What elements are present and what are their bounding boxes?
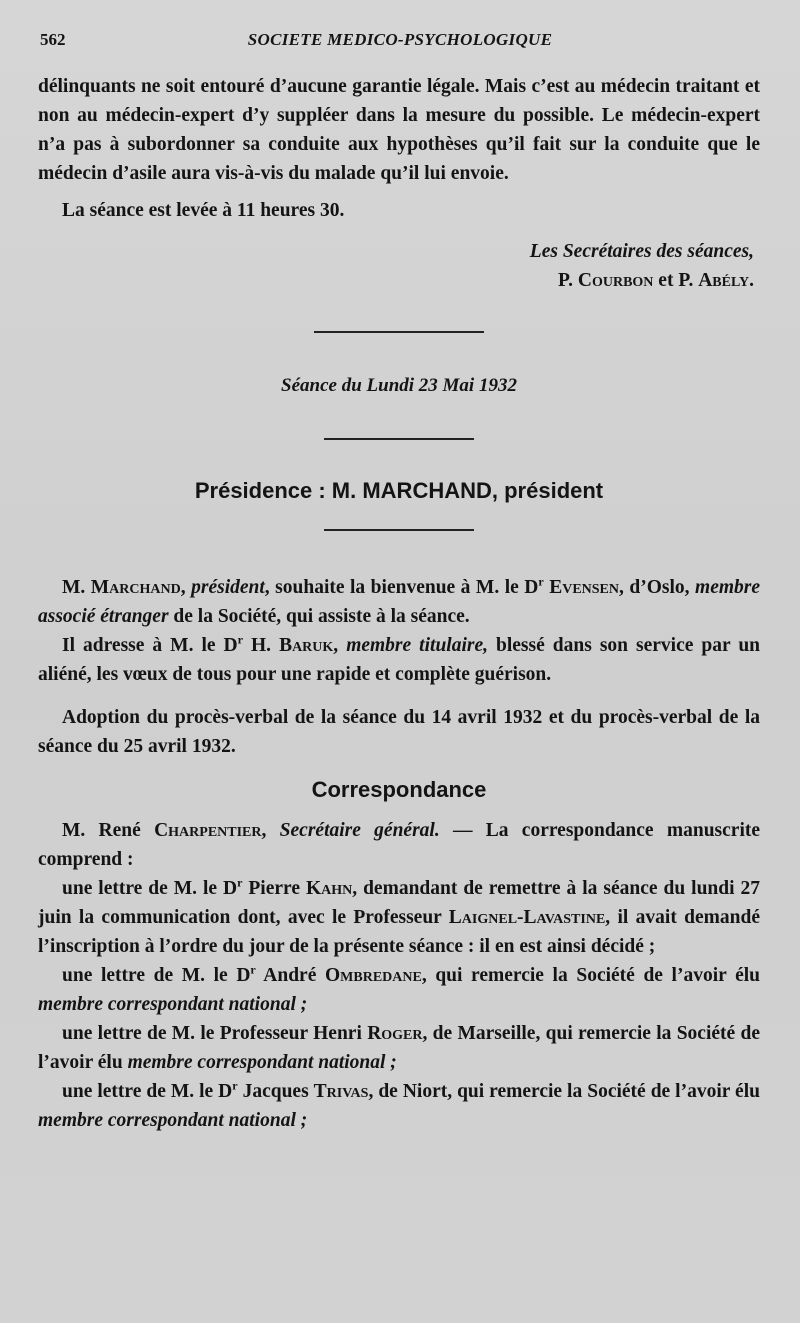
letter-item: une lettre de M. le $D^r$ Jacques Trivas, de Niort, qui remercie la Société de l’avoir élu membre correspondant national ; xyxy=(38,1078,760,1131)
guest-name: Evensen xyxy=(549,577,620,598)
secretaries-title: Les Secrétaires des séances, xyxy=(529,241,754,262)
presidence-heading: Présidence : M. MARCHAND, président xyxy=(194,478,604,503)
president-name: Marchand xyxy=(90,577,181,598)
page-header xyxy=(40,30,760,54)
letter-item: une lettre de M. le $D^r$ André Ombredane, qui remercie la Société de l’avoir élu membre correspondant national ; xyxy=(38,962,760,1015)
page-number: 562 xyxy=(40,30,66,49)
running-head: SOCIETE MEDICO-PSYCHOLOGIQUE xyxy=(247,30,553,49)
baruk-name: Baruk xyxy=(279,635,334,656)
opening-paragraph: délinquants ne soit entouré d’aucune garantie légale. Mais c’est au médecin traitant et non au médecin-expert d’y suppléer dans la mesure du possible. Le médecin-expert n’a pas à subordonner sa conduite aux hypothèses qu’il fait sur la conduite que le médecin d’asile aura vis-à-vis du malade qu’il lui envoie. xyxy=(38,76,760,184)
correspondance-heading: Correspondance xyxy=(311,777,487,802)
letter-item: une lettre de M. le $D^r$ Pierre Kahn, demandant de remettre à la séance du lundi 27 juin la communication dont, avec le Professeur Laignel-Lavastine, il avait demandé l’inscription à l’ordre du jour de la présente séance : il en est ainsi décidé ; xyxy=(38,875,760,957)
secretary-name-1: Courbon xyxy=(577,270,654,291)
adoption-paragraph: Adoption du procès-verbal de la séance du 14 avril 1932 et du procès-verbal de la séance du 25 avril 1932. xyxy=(38,707,760,757)
charpentier-name: Charpentier xyxy=(154,820,262,841)
page-body xyxy=(38,72,760,1135)
letter-item: une lettre de M. le Professeur Henri Roger, de Marseille, qui remercie la Société de l’avoir élu membre correspondant national ; xyxy=(38,1023,760,1073)
seance-title: Séance du Lundi 23 Mai 1932 xyxy=(281,375,517,396)
welcome-paragraph: M. Marchand, président, souhaite la bienvenue à M. le $D^r$ Evensen, d’Oslo, membre associé étranger de la Société, qui assiste à la séance. xyxy=(38,574,761,627)
baruk-paragraph: Il adresse à M. le $D^r$ H. Baruk, membre titulaire, blessé dans son service par un aliéné, les vœux de tous pour une rapide et complète guérison. xyxy=(38,632,761,685)
charpentier-paragraph: M. René Charpentier, Secrétaire général. — La correspondance manuscrite comprend : xyxy=(38,820,761,870)
closing-line: La séance est levée à 11 heures 30. xyxy=(62,200,345,221)
secretary-name-2: Abély. xyxy=(698,270,754,291)
secretaries-names: P. Courbon et P. Abély. xyxy=(558,270,754,291)
